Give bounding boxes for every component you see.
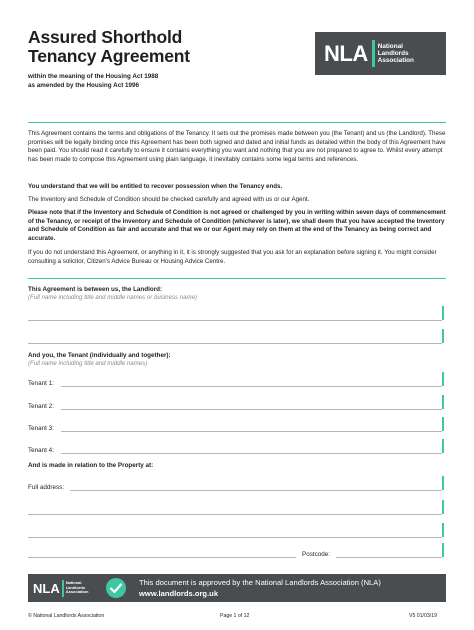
logo-accent-bar [372, 40, 375, 67]
subtitle-line-2: as amended by the Housing Act 1996 [28, 82, 140, 89]
address-field-1[interactable] [70, 490, 442, 491]
tenant-1-field[interactable] [61, 386, 442, 387]
subtitle-line-1: within the meaning of the Housing Act 1988 [28, 73, 159, 80]
field-marker [442, 372, 444, 386]
footer-logo-words: National Landlords Association [65, 580, 89, 595]
page-number: Page 1 of 12 [220, 613, 250, 619]
field-marker [442, 439, 444, 453]
website-link[interactable]: www.landlords.org.uk [139, 589, 219, 598]
address-field-4[interactable] [28, 557, 296, 558]
inventory-deemed-notice: Please note that if the Inventory and Schedule of Condition is not agreed or challenged by you in writing within seven days of commencement of the Tenancy, or receipt of the Inventory and Schedule of Condition (whichever is later), we shall deem that you have accepted the Inventory and Schedule of Condition as fair and accurate and that we or our Agent may rely on them at the end of the Tenancy as being correct and accurate. [28, 209, 446, 242]
tenant-3-label: Tenant 3: [28, 425, 54, 432]
document-title [28, 28, 190, 66]
landlord-label: This Agreement is between us, the Landlord: [28, 286, 163, 293]
address-field-2[interactable] [28, 514, 442, 515]
field-marker [442, 476, 444, 490]
divider-middle [28, 278, 446, 279]
full-address-label: Full address: [28, 484, 65, 491]
tenant-1-label: Tenant 1: [28, 380, 54, 387]
intro-paragraph: This Agreement contains the terms and obligations of the Tenancy. It sets out the promises made between you (the Tenant) and us (the Landlord). These promises will be legally binding once this Agreement has been both signed and dated and initial funds as detailed within the body of this Agreement have been paid. You should read it carefully to ensure it contains everything you want and nothing that you are not prepared to agree to. Whilst every attempt has been made to compose this Agreement using plain language, it inevitably contains some legal terms and references. [28, 130, 446, 163]
approval-text: This document is approved by the National Landlords Association (NLA) [139, 578, 381, 587]
checkmark-icon [106, 578, 126, 598]
tenant-label: And you, the Tenant (individually and together): [28, 352, 171, 359]
document-subtitle [28, 72, 158, 90]
property-label: And is made in relation to the Property at: [28, 462, 154, 469]
footer-nla-logo [28, 574, 98, 602]
landlord-name-field-2[interactable] [28, 343, 442, 344]
advice-paragraph: If you do not understand this Agreement, or anything in it, it is strongly suggested that you ask for an explanation before signing it. You might consider consulting a solicitor, Citizen's Advice Bureau or Housing Advice Centre. [28, 249, 437, 265]
field-marker [442, 417, 444, 431]
field-marker [442, 523, 444, 537]
field-marker [442, 500, 444, 514]
possession-notice: You understand that we will be entitled to recover possession when the Tenancy ends. [28, 183, 283, 190]
landlord-hint: (Full name including title and middle names or business name) [28, 294, 198, 301]
nla-logo-words: National Landlords Association [377, 42, 414, 65]
postcode-field[interactable] [336, 557, 442, 558]
divider-top [28, 122, 446, 123]
field-marker [442, 395, 444, 409]
nla-logo-mark: NLA [324, 40, 368, 66]
field-marker [442, 329, 444, 343]
field-marker [442, 306, 444, 320]
title-line-2: Tenancy Agreement [28, 46, 190, 66]
footer-logo-bar [62, 580, 64, 597]
tenant-4-label: Tenant 4: [28, 447, 54, 454]
inventory-check-notice: The Inventory and Schedule of Condition should be checked carefully and agreed with us or our Agent. [28, 196, 310, 203]
address-field-3[interactable] [28, 537, 442, 538]
landlord-name-field-1[interactable] [28, 320, 442, 321]
tenant-3-field[interactable] [61, 431, 442, 432]
tenant-4-field[interactable] [61, 453, 442, 454]
tenant-2-field[interactable] [61, 409, 442, 410]
tenant-2-label: Tenant 2: [28, 403, 54, 410]
postcode-label: Postcode: [302, 551, 331, 558]
footer-logo-mark: NLA [33, 580, 60, 596]
field-marker [442, 543, 444, 557]
title-line-1: Assured Shorthold [28, 27, 183, 47]
nla-logo [315, 32, 446, 75]
version-date: V5 01/03/19 [409, 613, 437, 619]
copyright-text: © National Landlords Association [28, 613, 105, 619]
tenant-hint: (Full name including title and middle names) [28, 360, 148, 367]
